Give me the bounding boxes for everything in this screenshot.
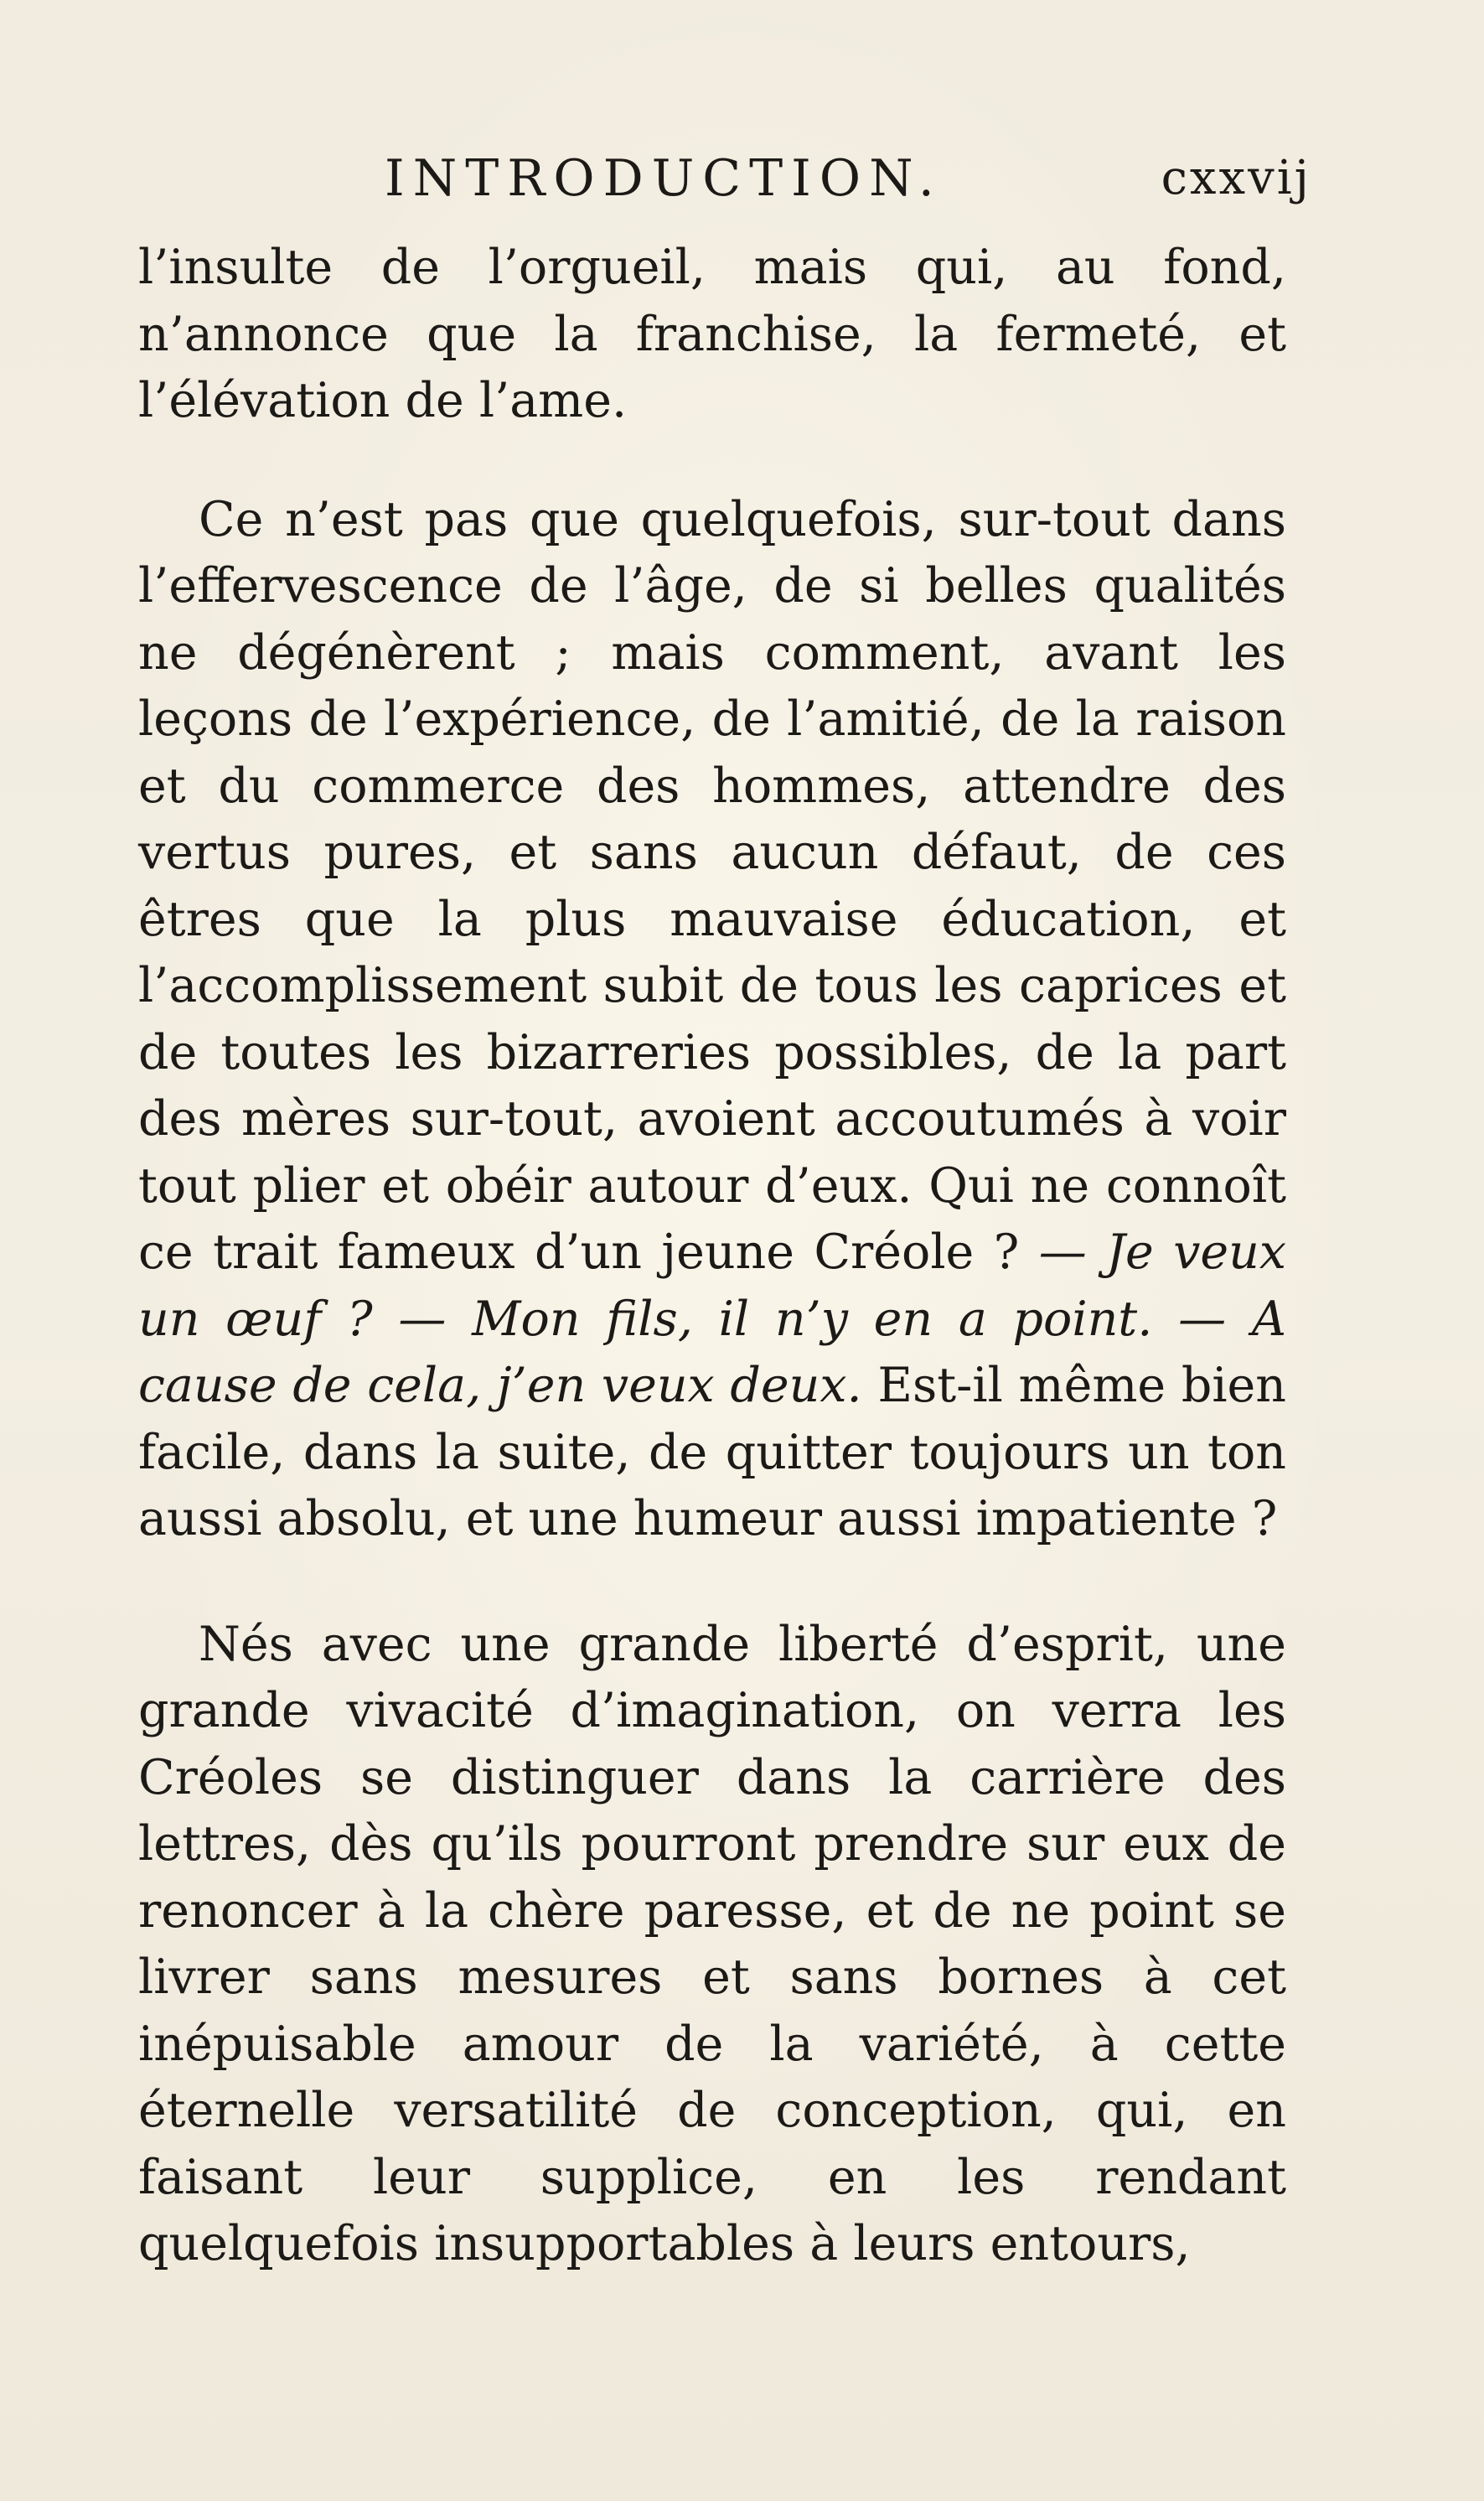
page-number: cxxvij [1161,151,1311,205]
paragraph-gap [138,1553,1286,1612]
paragraph-2-lead: Ce n’est pas que quelquefois, sur-tout dans l’effervescence de l’âge, de si belles qualités ne dégénèrent ; mais comment, avant les leçons de l’expérience, de l’amitié, de la raison et du commerce des hommes, attendre des vertus pures, et sans aucun défaut, de ces êtres que la plus mauvaise éducation, et l’accomplissement subit de tous les caprices et de toutes les bizarreries possibles, de la part des mères sur-tout, avoient accoutumés à voir tout plier et obéir autour d’eux. Qui ne connoît ce trait fameux d’un jeune Créole ? [138,491,1286,1280]
running-title: INTRODUCTION. [385,149,943,208]
paragraph-1: l’insulte de l’orgueil, mais qui, au fond, n’annonce que la franchise, la fermeté, et l’élévation de l’ame. [138,240,1286,428]
paragraph-3: Nés avec une grande liberté d’esprit, une grande vivacité d’imagination, on verra les Créoles se distinguer dans la carrière des lettres, dès qu’ils pourront prendre sur eux de renoncer à la chère paresse, et de ne point se livrer sans mesures et sans bornes à cet inépuisable amour de la variété, à cette éternelle versatilité de conception, qui, en faisant leur supplice, en les rendant quelquefois insupportables à leurs entours, [138,1616,1286,2271]
page-header [138,141,1311,216]
paragraph-2-tail: Est-il même bien facile, dans la suite, de quitter toujours un ton aussi absolu, et une humeur aussi impatiente ? [138,1358,1286,1546]
body-text [138,235,1286,2278]
paragraph-gap [138,435,1286,487]
paragraph-2 [138,487,1286,1553]
anecdote-quote: — Je veux un œuf ? — Mon fils, il n’y en a point. — A cause de cela, j’en veux deux. [138,1225,1286,1413]
